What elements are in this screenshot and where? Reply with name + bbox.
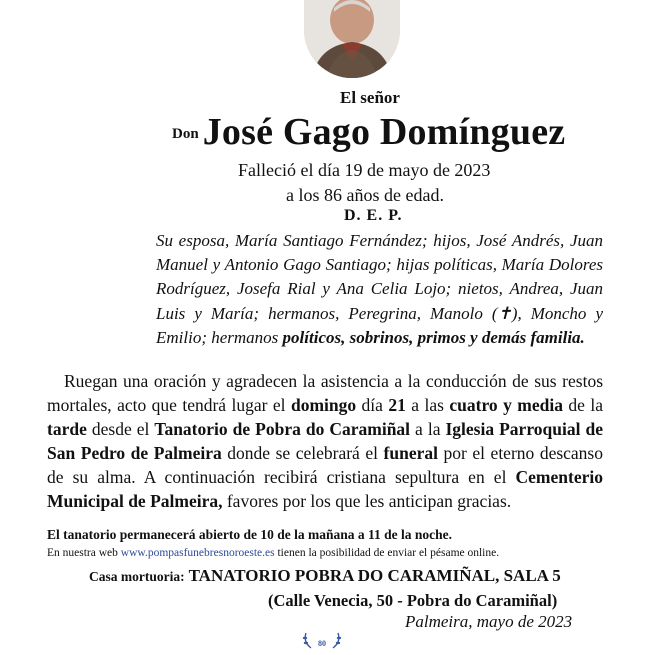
ceremony-text: a las [405,395,450,415]
tanatorio-hours: El tanatorio permanecerá abierto de 10 de la mañana a 11 de la noche. [47,527,452,542]
web-note [47,547,499,559]
ceremony-funeral: funeral [383,443,438,463]
ceremony-time: cuatro y media [449,395,563,415]
death-date: Falleció el día 19 de mayo de 2023 [238,160,491,180]
rip-text: D. E. P. [344,207,403,224]
honorific: Don [172,126,199,142]
ceremony-period: tarde [47,419,87,439]
ceremony-paragraph [47,369,603,513]
ceremony-text: a la [410,419,446,439]
family-list [156,229,603,350]
casa-mortuoria [89,566,561,586]
age: a los 86 años de edad. [286,185,444,205]
casa-label: Casa mortuoria: [89,569,185,584]
intro-text: El señor [340,88,400,107]
web-note-text: tienen la posibilidad de enviar el pésame online. [274,547,500,559]
family-text-end: políticos, sobrinos, primos y demás familia. [282,327,585,347]
ceremony-text: día [356,395,389,415]
ceremony-cemetery: Cementerio Municipal de Palmeira, [47,467,603,511]
place-date: Palmeira, mayo de 2023 [405,612,573,631]
deceased-name: José Gago Domínguez [202,111,566,153]
address: (Calle Venecia, 50 - Pobra do Caramiñal) [268,591,558,610]
ceremony-text: por el eterno descanso de su alma. A continuación recibirá cristiana sepultura en el [47,443,603,487]
ceremony-church: Iglesia Parroquial de San Pedro de Palmeira [47,419,603,463]
family-text: Su esposa, María Santiago Fernández; hijos, José Andrés, Juan Manuel y Antonio Gago Santiago; hijas políticas, María Dolores Rodríguez, Josefa Rial y Ana Celia Lojo; nietos, Andrea, Juan Luis y María; hermanos, Peregrina, Manolo (✝), Moncho y Emilio; hermanos [156,231,603,347]
ceremony-text: donde se celebrará el [221,443,384,463]
laurel-emblem-icon [297,630,347,650]
ceremony-day: domingo [290,395,357,415]
ceremony-text: Ruegan una oración y agradecen la asistencia a la conducción de sus restos mortales, acto que tendrá lugar el [47,371,603,415]
ceremony-text: de la [562,395,603,415]
ceremony-origin: Tanatorio de Pobra do Caramiñal [154,419,411,439]
casa-value: TANATORIO POBRA DO CARAMIÑAL, SALA 5 [188,566,561,585]
ceremony-date: 21 [388,395,406,415]
deceased-photo [304,0,400,78]
ceremony-text: favores por los que les anticipan gracias. [222,491,512,511]
deceased-name-row [172,110,565,154]
ceremony-text: desde el [86,419,155,439]
web-note-text: En nuestra web [47,547,121,559]
emblem-number: 80 [318,639,326,648]
website-link[interactable]: www.pompasfunebresnoroeste.es [120,547,275,559]
